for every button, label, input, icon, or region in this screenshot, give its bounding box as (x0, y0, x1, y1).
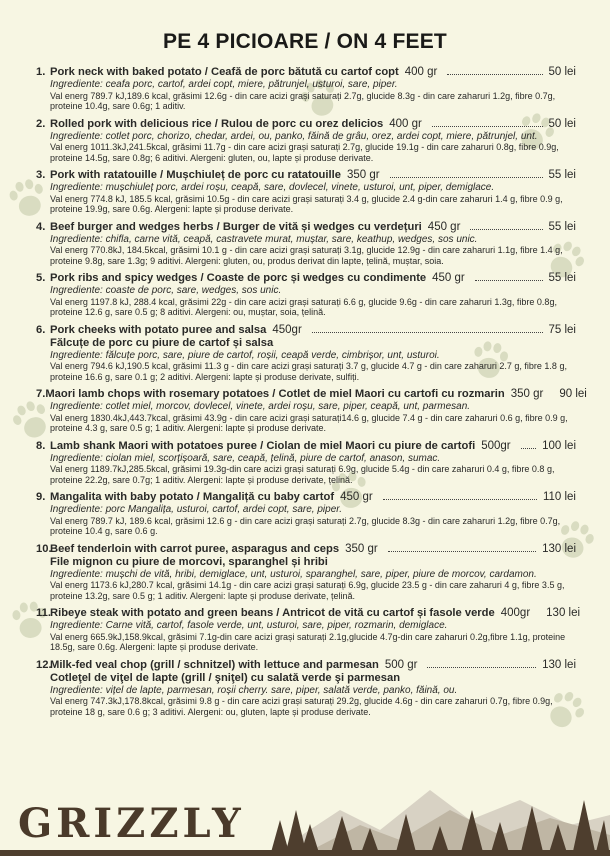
item-subtitle: Cotleţel de viţel de lapte (grill / şniţel) cu salată verde şi parmesan (50, 671, 401, 684)
item-name: Lamb shank Maori with potatoes puree / Ciolan de miel Maori cu piure de cartofi (50, 439, 476, 452)
leader-dots (388, 551, 536, 552)
item-ingredients: Ingrediente: cotlet miel, morcov, dovlecel, vinete, ardei roșu, sare, piper, ceapă, unt, parmesan. (50, 401, 471, 412)
item-price: 55 lei (548, 169, 576, 181)
item-price: 100 lei (542, 439, 576, 452)
item-nutrition: Val energ 1173.6 kJ,280.7 kcal, grăsimi 14.1g - din care acizi grași saturați 6.9g, glucide 23.5 g - din care zaharuri 4 g, fibre 3.5 g, proteine 13.2g, sare 0.5 g; 1 aditiv. Alergeni: lapte și produse derivate, țelină. (50, 580, 565, 601)
item-ingredients: Ingrediente: ceafa porc, cartof, ardei copt, miere, pătrunjel, usturoi, sare, piper. (50, 79, 398, 90)
menu-list (36, 66, 587, 723)
item-nutrition: Val energ 794.6 kJ,190.5 kcal, grăsimi 11.3 g - din care acizi grași saturați 3.7 g, glucide 4.7 g - din care zaharuri 2.7 g, fibre 1.8 g, proteine 16.6 g, sare 0.1 g; 2 aditivi. Alergeni: lapte și produse derivate, sulfiți. (50, 361, 567, 382)
item-weight: 450gr (272, 323, 302, 336)
item-weight: 450 gr (432, 272, 465, 284)
menu-item (36, 324, 576, 383)
item-ingredients: Ingrediente: mușchi de vită, hribi, demiglace, unt, usturoi, sparanghel, sare, piper, piure de morcov, cardamon. (50, 568, 537, 580)
item-price: 130 lei (542, 542, 576, 555)
item-price: 110 lei (542, 491, 576, 503)
item-nutrition: Val energ 1011.3kJ,241.5kcal, grăsimi 11.7g - din care acizi grași saturați 2.7g, glucide 19.1g - din care zaharuri 0.8g, fibre 0.9g, proteine 14.5g, sare 0.8g; 6 aditivi. Alergeni: gluten, ou, lapte și produse derivate. (50, 142, 559, 163)
item-nutrition: Val energ 1189.7kJ,285.5kcal, grăsimi 19.3g-din care acizi grași saturați 6.9g, glucide 5.4g - din care zaharuri 0.4 g, fibre 0.8 g, proteine 22.2g, sare 0.7g; 1 aditiv. Alergeni: lapte și produse derivate, țelină. (50, 464, 555, 485)
item-weight: 400 gr (389, 117, 422, 130)
menu-item (36, 221, 576, 267)
page-title: PE 4 PICIOARE / ON 4 FEET (163, 30, 447, 53)
leader-dots (390, 177, 543, 178)
item-price: 75 lei (548, 323, 576, 336)
item-name: Milk-fed veal chop (grill / schnitzel) with lettuce and parmesan (50, 658, 379, 671)
item-name: Mangalita with baby potato / Mangaliță cu baby cartof (50, 491, 335, 503)
leader-dots (383, 499, 537, 500)
item-price: 55 lei (548, 220, 576, 233)
menu-item (36, 272, 576, 318)
item-number: 9. (36, 491, 46, 503)
menu-item (36, 66, 576, 112)
item-name: Pork cheeks with potato puree and salsa (50, 323, 267, 336)
menu-item (36, 659, 576, 718)
item-price: 90 lei (559, 388, 587, 400)
leader-dots (427, 667, 536, 668)
menu-item (36, 118, 576, 164)
item-price: 130 lei (542, 658, 576, 671)
item-nutrition: Val energ 1830.4kJ,443.7kcal, grăsimi 43.9g - din care acizi grași saturați14.6 g, glucide 7.4 g - din care zaharuri 0.6 g, fibre 0.9 g, proteine 4.3 g, sare 0.5 g; 1 aditiv. Alergeni: lapte și produse derivate. (50, 412, 568, 433)
item-ingredients: Ingrediente: ciolan miel, scorțișoară, sare, ceapă, țelină, piure de cartof, anason, sumac. (50, 452, 441, 464)
menu-item (36, 440, 576, 486)
item-ingredients: Ingrediente: fălcuțe porc, sare, piure de cartof, roșii, ceapă verde, cimbrișor, unt, usturoi. (50, 349, 440, 361)
item-number: 4. (36, 220, 46, 233)
item-name: Beef burger and wedges herbs / Burger de vită și wedges cu verdețuri (50, 220, 422, 233)
menu-item (36, 491, 576, 537)
menu-item (36, 388, 587, 434)
item-subtitle: Fălcuțe de porc cu piure de cartof și salsa (50, 336, 274, 349)
item-number: 10. (36, 542, 52, 555)
item-number: 5. (36, 272, 46, 284)
item-weight: 450 gr (427, 220, 461, 233)
item-number: 2. (36, 117, 46, 130)
item-ingredients: Ingrediente: coaste de porc, sare, wedges, sos unic. (50, 285, 282, 296)
leader-dots (447, 74, 542, 75)
item-name: Pork neck with baked potato / Ceafă de porc bătută cu cartof copt (50, 66, 399, 78)
item-nutrition: Val energ 1197.8 kJ, 288.4 kcal, grăsimi 22g - din care acizi grași saturați 6.6 g, glucide 9.6g - din care zaharuri 1.3g, fibre 0.8g, proteine 12.6 g, sare 0.5 g; 8 aditivi. Alergeni: ou, muștar, soia, țelină. (50, 296, 557, 317)
item-ingredients: Ingrediente: cotlet porc, chorizo, chedar, ardei, ou, panko, făină de grâu, orez, ardei copt, miere, pătrunjel, unt. (50, 130, 538, 142)
item-nutrition: Val energ 789.7 kJ,189.6 kcal, grăsimi 12.6g - din care acizi grași saturați 2.7g, glucide 8.3g - din care zaharuri 1.2g, fibre 0.7g, proteine 10.4g, sare 0.6g; 1 aditiv. (50, 90, 556, 111)
item-weight: 350 gr (345, 542, 378, 555)
item-name: Ribeye steak with potato and green beans / Antricot de vită cu cartof și fasole verde (50, 607, 495, 619)
menu-item (36, 543, 576, 602)
item-name: Beef tenderloin with carrot puree, asparagus and ceps (50, 542, 340, 555)
item-nutrition: Val energ 665.9kJ,158.9kcal, grăsimi 7.1g-din care acizi grași saturați 2.1g,glucide 4.7g-din care zaharuri 0.2g,fibre 1.1g, proteine 18.5g, sare 0.6g. Alergeni: lapte și produse derivate. (50, 631, 566, 652)
item-weight: 500 gr (384, 658, 418, 671)
leader-dots (312, 332, 543, 333)
menu-item (36, 607, 581, 653)
item-weight: 350 gr (510, 388, 544, 400)
item-ingredients: Ingrediente: porc Mangalița, usturoi, cartof, ardei copt, sare, piper. (50, 504, 343, 515)
item-number: 6. (36, 323, 46, 336)
menu-item (36, 169, 576, 215)
grizzly-logo: GRIZZLY (18, 800, 245, 847)
item-number: 11. (36, 607, 51, 619)
leader-dots (521, 448, 536, 449)
item-name: Maori lamb chops with rosemary potatoes / Cotlet de miel Maori cu cartofi cu rozmarin (45, 388, 505, 400)
item-ingredients: Ingrediente: Carne vită, cartof, fasole verde, unt, usturoi, sare, piper, rozmarin, demiglace. (50, 620, 448, 631)
item-nutrition: Val energ 789.7 kJ, 189.6 kcal, grăsimi 12.6 g - din care acizi grași saturați 2.7g, glucide 8.3g - din care zaharuri 1.2g, fibre 0.7g, proteine 10.4 g, sare 0.6 g. (50, 515, 561, 536)
item-ingredients: Ingrediente: chifla, carne vită, ceapă, castravete murat, muștar, sare, keathup, wedges, sos unic. (50, 233, 478, 245)
item-name: Rolled pork with delicious rice / Rulou de porc cu orez delicios (50, 117, 384, 130)
item-name: Pork with ratatouille / Mușchiuleț de porc cu ratatouille (50, 169, 341, 181)
leader-dots (470, 229, 542, 230)
item-weight: 400gr (500, 607, 531, 619)
item-number: 1. (36, 66, 46, 78)
item-weight: 400 gr (404, 66, 438, 78)
item-subtitle: File mignon cu piure de morcovi, sparanghel și hribi (50, 555, 328, 568)
item-number: 3. (36, 169, 46, 181)
item-nutrition: Val energ 770.8kJ, 184.5kcal, grăsimi 10.1 g - din care acizi grași saturați 3.1g, glucide 12.9g - din care zaharuri 1.1g, fibre 1.4 g, proteine 9.8g, sare 1.3g; 9 aditivi. Alergeni: gluten, ou, produs derivat din lapte, țelină, muștar, soia. (50, 245, 563, 266)
item-ingredients: Ingrediente: vițel de lapte, parmesan, roșii cherry. sare, piper, salată verde, panko, făină, ou. (50, 684, 458, 696)
leader-dots (475, 280, 543, 281)
item-number: 8. (36, 439, 46, 452)
item-price: 50 lei (548, 117, 576, 130)
item-name: Pork ribs and spicy wedges / Coaste de porc și wedges cu condimente (50, 272, 427, 284)
item-number: 7. (36, 388, 46, 400)
item-weight: 450 gr (340, 491, 373, 503)
item-nutrition: Val energ 774.8 kJ, 185.5 kcal, grăsimi 10.5g - din care acizi grași saturați 3.4 g, glucide 2.4 g-din care zaharuri 1.4 g, fibre 0.9 g, proteine 19.9g, sare 0.6g. Alergeni: lapte și produse derivate. (50, 193, 563, 214)
item-price: 130 lei (546, 607, 581, 619)
item-weight: 500gr (481, 439, 511, 452)
item-price: 50 lei (548, 66, 576, 78)
item-weight: 350 gr (346, 169, 380, 181)
item-price: 55 lei (548, 272, 576, 284)
item-number: 12. (36, 658, 52, 671)
item-nutrition: Val energ 747.3kJ,178.8kcal, grăsimi 9.8 g - din care acizi grași saturați 29.2g, glucide 4.6g - din care zaharuri 0.7g, fibre 0.9g, proteine 18 g, sare 0.6 g; 3 aditivi. Alergeni: ou, gluten, lapte și produse derivate. (50, 696, 553, 717)
item-ingredients: Ingrediente: mușchiuleț porc, ardei roșu, ceapă, sare, dovlecel, vinete, usturoi, unt, piper, demiglace. (50, 182, 495, 193)
leader-dots (432, 126, 543, 127)
